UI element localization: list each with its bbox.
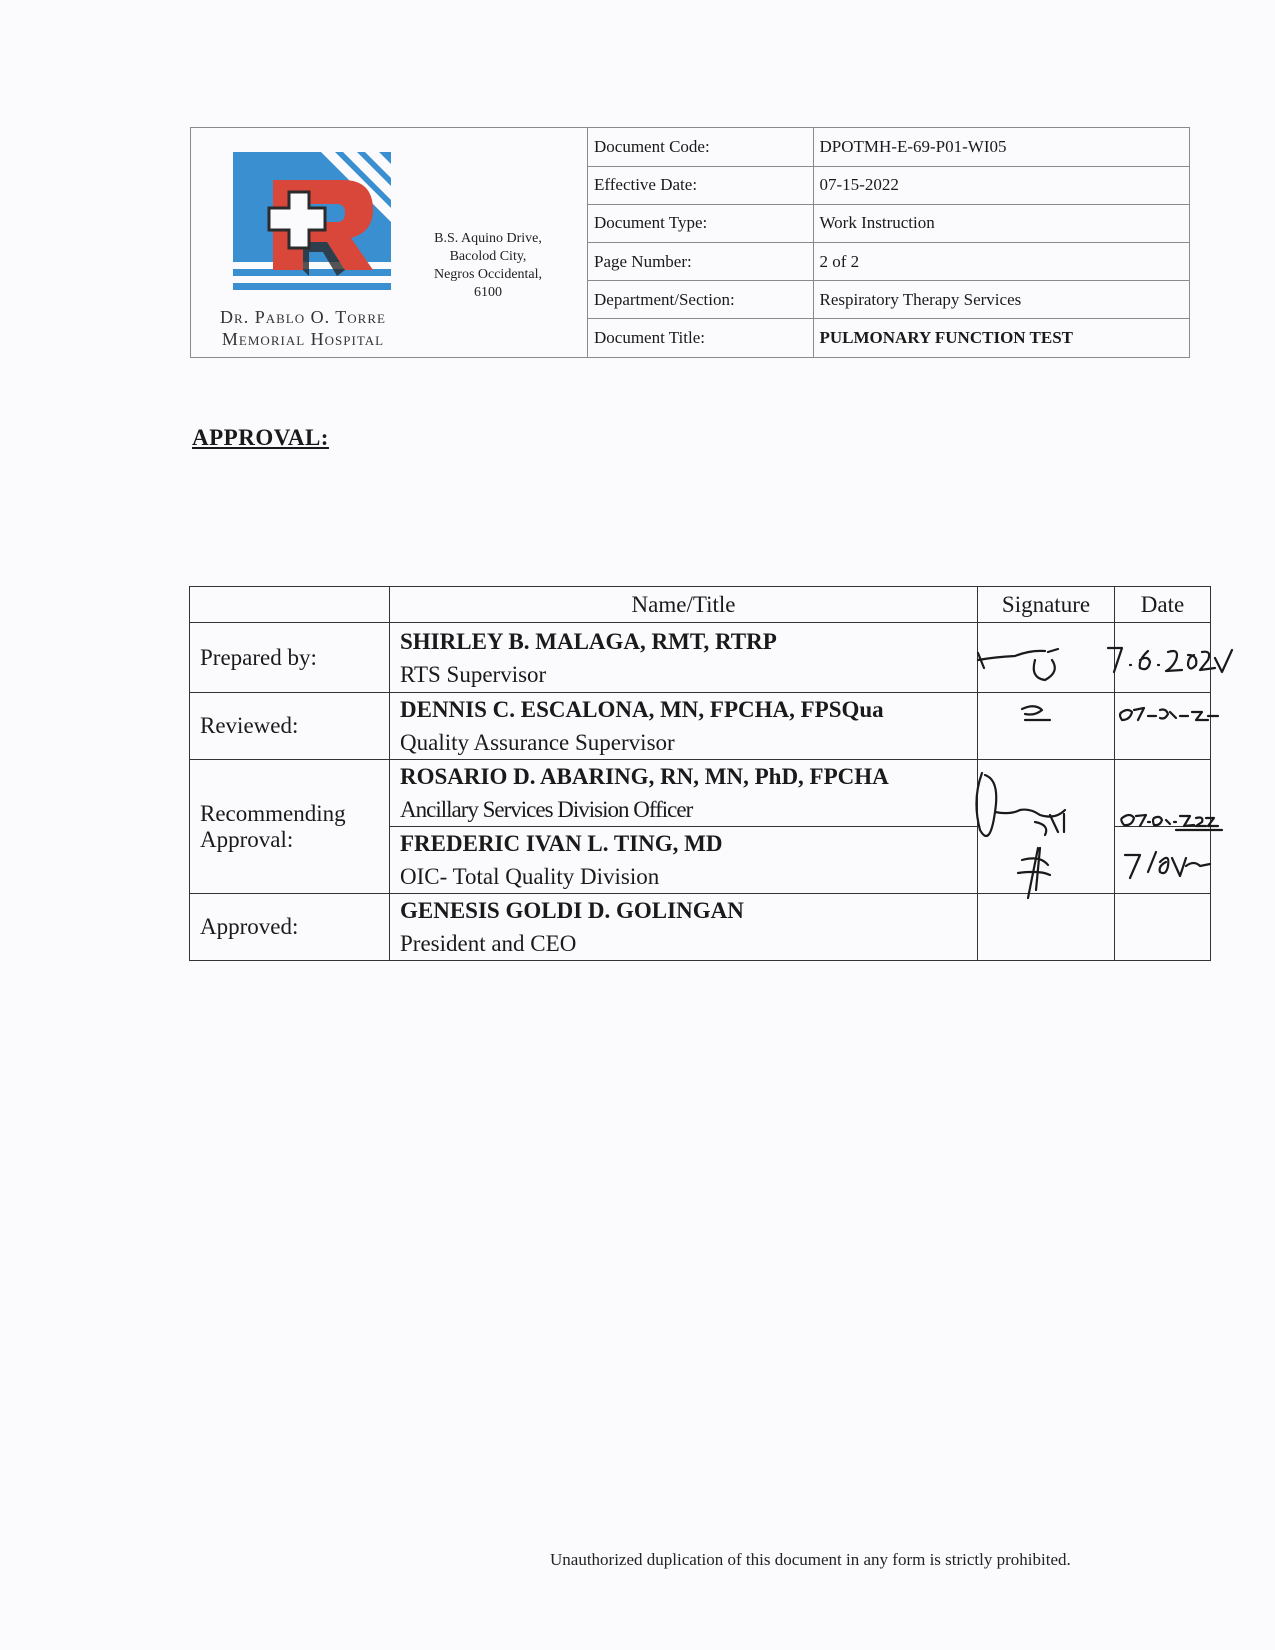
date-cell — [1115, 693, 1211, 760]
person-title: OIC- Total Quality Division — [400, 864, 660, 889]
address-line: Bacolod City, — [449, 249, 527, 264]
person-name: FREDERIC IVAN L. TING, MD — [400, 831, 723, 856]
person-name: GENESIS GOLDI D. GOLINGAN — [400, 898, 744, 923]
hospital-name-line1: Dr. Pablo O. Torre — [220, 307, 386, 327]
name-title-cell — [390, 760, 978, 827]
approval-table — [189, 586, 1211, 961]
name-title-cell — [390, 623, 978, 693]
person-name: SHIRLEY B. MALAGA, RMT, RTRP — [400, 628, 777, 654]
approval-row-approved — [190, 894, 1211, 961]
logo-cell — [191, 128, 588, 357]
hospital-name — [203, 306, 403, 350]
address-line: B.S. Aquino Drive, — [434, 231, 542, 246]
person-name: ROSARIO D. ABARING, RN, MN, PhD, FPCHA — [400, 764, 889, 789]
name-title-cell — [390, 827, 978, 894]
role-label: Reviewed: — [190, 693, 390, 760]
person-name: DENNIS C. ESCALONA, MN, FPCHA, FPSQua — [400, 697, 884, 722]
document-header — [190, 127, 1190, 358]
approval-heading: APPROVAL: — [192, 425, 329, 450]
approval-row-prepared — [190, 623, 1211, 693]
info-row — [588, 281, 1189, 319]
info-row — [588, 204, 1189, 242]
signature-cell — [978, 623, 1115, 693]
column-header-name-title: Name/Title — [390, 587, 978, 623]
column-header-signature: Signature — [978, 587, 1115, 623]
signature-cell — [978, 760, 1115, 894]
approval-header-row — [190, 587, 1211, 623]
role-label: Recommending Approval: — [190, 760, 390, 894]
hospital-address — [413, 230, 563, 302]
document-info-table — [588, 128, 1189, 357]
info-label: Document Code: — [588, 128, 813, 166]
info-value: DPOTMH-E-69-P01-WI05 — [813, 128, 1189, 166]
person-title: Quality Assurance Supervisor — [400, 730, 675, 755]
info-label: Department/Section: — [588, 281, 813, 319]
address-line: 6100 — [474, 285, 502, 300]
column-header-date: Date — [1115, 587, 1211, 623]
date-cell — [1115, 894, 1211, 961]
person-title: Ancillary Services Division Officer — [400, 797, 693, 822]
info-value: Work Instruction — [813, 204, 1189, 242]
date-cell — [1115, 827, 1211, 894]
date-cell — [1115, 623, 1211, 693]
info-row — [588, 128, 1189, 166]
signature-cell — [978, 693, 1115, 760]
approval-row-reviewed — [190, 693, 1211, 760]
info-row — [588, 319, 1189, 357]
address-line: Negros Occidental, — [433, 267, 543, 282]
footer-notice: Unauthorized duplication of this document in any form is strictly prohibited. — [550, 1550, 1071, 1569]
role-label: Prepared by: — [190, 623, 390, 693]
info-label: Document Type: — [588, 204, 813, 242]
name-title-cell — [390, 894, 978, 961]
info-value: 07-15-2022 — [813, 166, 1189, 204]
info-label: Document Title: — [588, 319, 813, 357]
person-title: President and CEO — [400, 931, 577, 956]
info-value: 2 of 2 — [813, 242, 1189, 280]
approval-row-recommending-1 — [190, 760, 1211, 827]
info-row — [588, 242, 1189, 280]
hospital-name-line2: Memorial Hospital — [221, 329, 385, 349]
document-title-value: PULMONARY FUNCTION TEST — [813, 319, 1189, 357]
info-value: Respiratory Therapy Services — [813, 281, 1189, 319]
date-cell — [1115, 760, 1211, 827]
column-header — [190, 587, 390, 623]
info-label: Effective Date: — [588, 166, 813, 204]
person-title: RTS Supervisor — [400, 661, 547, 687]
info-label: Page Number: — [588, 242, 813, 280]
role-label: Approved: — [190, 894, 390, 961]
name-title-cell — [390, 693, 978, 760]
info-row — [588, 166, 1189, 204]
signature-cell — [978, 894, 1115, 961]
hospital-logo-icon — [233, 152, 393, 302]
